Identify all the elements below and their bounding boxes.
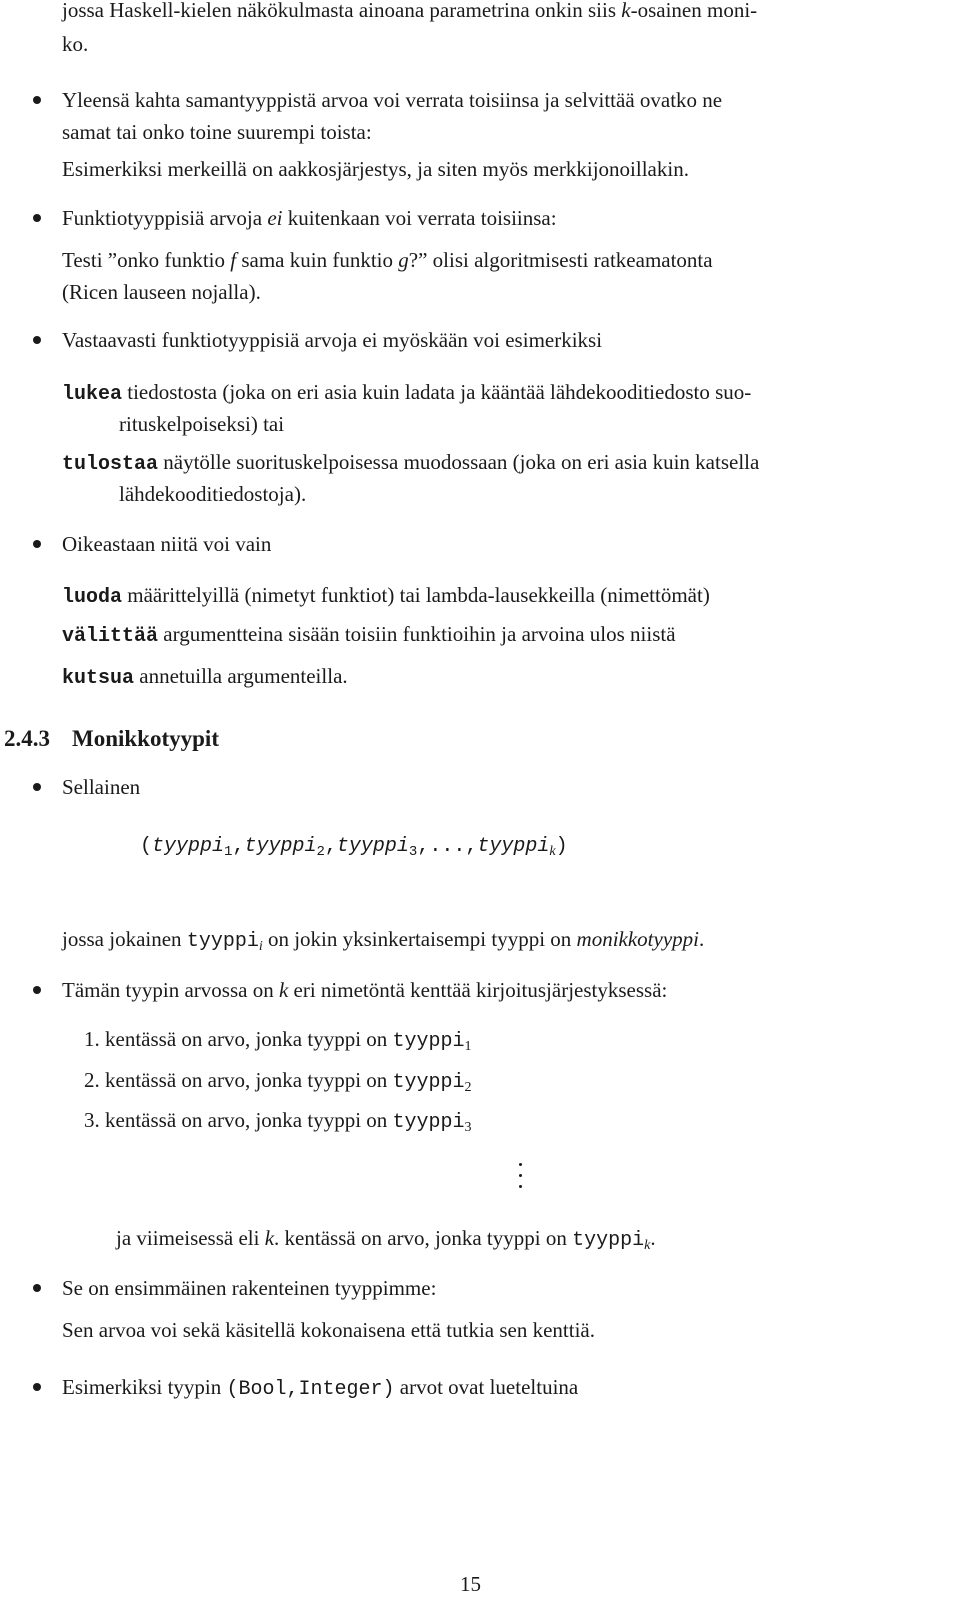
- bullet-5-line-1: Sellainen: [62, 775, 141, 799]
- bullet-marker: [33, 986, 41, 994]
- bullet-1-line-1: Yleensä kahta samantyyppistä arvoa voi verrata toisiinsa ja selvittää ovatko ne: [62, 88, 723, 112]
- lukea-item: lukea tiedostosta (joka on eri asia kuin ladata ja kääntää lähdekooditiedosto suo-: [62, 380, 752, 406]
- bullet-1-line-2: samat tai onko toine suurempi toista:: [62, 120, 372, 144]
- tulostaa-item-continuation: lähdekooditiedostoja).: [119, 482, 307, 506]
- intro-line-2: ko.: [62, 32, 89, 56]
- bullet-2-line-2: Testi ”onko funktio f sama kuin funktio g?” olisi algoritmisesti ratkeamatonta: [62, 248, 713, 272]
- intro-line-1: jossa Haskell-kielen näkökulmasta ainoana parametrina onkin siis k-osainen moni-: [62, 0, 758, 22]
- valittaa-item: välittää argumentteina sisään toisiin funktioihin ja arvoina ulos niistä: [62, 622, 676, 648]
- bullet-2-line-1: Funktiotyyppisiä arvoja ei kuitenkaan voi verrata toisiinsa:: [62, 206, 557, 230]
- bullet-marker: [33, 336, 41, 344]
- lukea-item-continuation: rituskelpoiseksi) tai: [119, 412, 285, 436]
- vertical-ellipsis-icon: [519, 1163, 523, 1193]
- bullet-3-line-1: Vastaavasti funktiotyyppisiä arvoja ei myöskään voi esimerkiksi: [62, 328, 603, 352]
- bullet-marker: [33, 96, 41, 104]
- tuple-type-formula: (tyyppi$_1$,tyyppi$_2$,tyyppi$_3$,...,tyyppi$_k$): [140, 835, 568, 860]
- bullet-7-line-2: Sen arvoa voi sekä käsitellä kokonaisena että tutkia sen kenttiä.: [62, 1318, 595, 1342]
- bullet-4-line-1: Oikeastaan niitä voi vain: [62, 532, 272, 556]
- enumerated-item-1: 1. kentässä on arvo, jonka tyyppi on tyyppi$_1$: [84, 1027, 472, 1054]
- bullet-6-line-1: Tämän tyypin arvossa on k eri nimetöntä kenttää kirjoitusjärjestyksessä:: [62, 978, 668, 1002]
- bullet-marker: [33, 214, 41, 222]
- enumerated-last-item: ja viimeisessä eli k. kentässä on arvo, jonka tyyppi on tyyppi$_k$.: [116, 1226, 656, 1253]
- bullet-7-line-1: Se on ensimmäinen rakenteinen tyyppimme:: [62, 1276, 437, 1300]
- enumerated-item-2: 2. kentässä on arvo, jonka tyyppi on tyyppi$_2$: [84, 1068, 472, 1095]
- tuple-description: jossa jokainen tyyppi$_i$ on jokin yksinkertaisempi tyyppi on monikkotyyppi.: [62, 927, 705, 954]
- enumerated-item-3: 3. kentässä on arvo, jonka tyyppi on tyyppi$_3$: [84, 1108, 472, 1135]
- section-heading: 2.4.3 Monikkotyypit: [4, 726, 219, 751]
- bullet-marker: [33, 783, 41, 791]
- bullet-1-line-3: Esimerkiksi merkeillä on aakkosjärjestys, ja siten myös merkkijonoillakin.: [62, 157, 689, 181]
- bullet-marker: [33, 540, 41, 548]
- tulostaa-item: tulostaa näytölle suorituskelpoisessa muodossaan (joka on eri asia kuin katsella: [62, 450, 760, 476]
- bullet-marker: [33, 1284, 41, 1292]
- kutsua-item: kutsua annetuilla argumenteilla.: [62, 664, 348, 690]
- bullet-marker: [33, 1383, 41, 1391]
- bullet-2-line-3: (Ricen lauseen nojalla).: [62, 280, 261, 304]
- bullet-8-line-1: Esimerkiksi tyypin (Bool,Integer) arvot ovat lueteltuina: [62, 1375, 579, 1401]
- luoda-item: luoda määrittelyillä (nimetyt funktiot) tai lambda-lausekkeilla (nimettömät): [62, 583, 710, 609]
- page-number: 15: [460, 1572, 481, 1596]
